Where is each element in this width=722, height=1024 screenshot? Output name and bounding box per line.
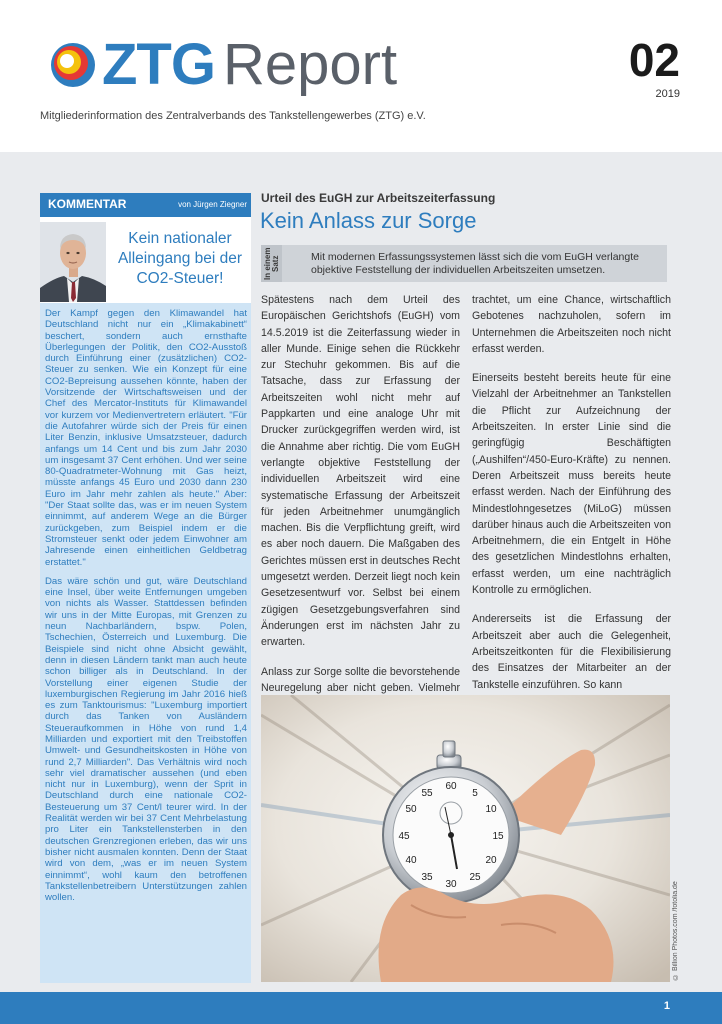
summary-box <box>261 245 667 282</box>
article-headline: Kein Anlass zur Sorge <box>260 208 477 233</box>
dial-number: 50 <box>405 804 417 815</box>
dial-number: 40 <box>405 855 417 866</box>
article-column-2 <box>472 292 671 706</box>
photo-credit: © Billion Photos.com /fotolia.de <box>672 881 679 980</box>
brand-light: Report <box>222 32 398 97</box>
commentary-headline: Kein nationaler Alleingang bei der CO2-Steuer! <box>117 230 243 287</box>
footer-bar <box>0 992 722 1024</box>
dial-number: 25 <box>469 872 481 883</box>
issue-number: 02 <box>628 34 680 86</box>
commentary-paragraph: Das wäre schön und gut, wäre Deutschland eine Insel, über weite Entfernungen umgeben von nichts als Wasser. Stattdessen befinden wir uns in der Mitte Europas, mit Grenzen zu neun Nachbarländern, bspw. Polen, Tschechien, Österreich und Luxemburg. Die Beispiele sind nicht ohne Absicht gewählt, denn in diesen Ländern tankt man auch heute schon billiger als in Deutschland. In der Vorstellung einer eigenen Studie der luxemburgischen Regierung im Jahr 2016 hieß es zum Tanktourismus: "Luxemburg importiert durch das Tanken von Ausländern Steueraufkommen in Höhe von rund 1,4 Milliarden und exportiert mit den Treibstoffen Umwelt- und Gesundheitskosten in Höhe von rund 2,7 Milliarden". Das Verhältnis wird noch sehr viel dramatischer aussehen (und eben nicht nur in Luxemburg), wenn der Sprit in Deutschland durch eine nationale CO2-Besteuerung um 37 Cent/l teurer wird. In der Realität werden wir bei 37 Cent Mehrbelastung pro Liter ein Tankstellensterben in den deutschen Grenzregionen erleben, das wir uns bisher nicht ausmalen konnten. Denn der Staat wird von dem, „was er im neuen System einnimmt“, wohl kaum den betroffenen Tankstellenbetreibern Unterstützungen zahlen wollen. <box>45 575 247 904</box>
commentary-intro <box>40 217 251 303</box>
masthead-subtitle: Mitgliederinformation des Zentralverbands des Tankstellengewerbes (ZTG) e.V. <box>40 110 426 122</box>
issue-year: 2019 <box>655 88 680 100</box>
article-paragraph: Anlass zur Sorge sollte die bevorstehende Neuregelung aber nicht geben. Vielmehr <box>261 665 460 694</box>
brand-title <box>102 30 397 100</box>
commentary-paragraph: Der Kampf gegen den Klimawandel hat Deutschland nicht nur ein „Klimakabinett“ beschert, sondern auch ernsthafte Überlegungen der Politik, den CO2-Ausstoß durch Einführung einer (zusätzlichen) CO2-Steuer zu senken. Wie ein Konzept für eine CO2-Bepreisung aussehen könnte, haben der Vorsitzende der Wirtschaftsweisen und der Chef des Mercator-Instituts für Klimawandel vor kurzem vor Medienvertretern erläutert. "Für die Autofahrer würde sich der Preis für einen Liter Benzin, inklusive Umsatzsteuer, dadurch anfangs um 14 Cent und bis zum Jahr 2030 um insgesamt 37 Cent erhöhen. Und wer seine 80-Quadratmeter-Wohnung mit Gas heizt, müsste anfangs 45 Euro und 2030 dann 230 Euro im Jahr mehr zahlen als heute." Aber: "Der Staat sollte das, was er im neuen System einnimmt, auf anderem Wege an die Bürger zurückgeben, zum Beispiel indem er die Stromsteuer senkt oder jedem Einwohner am Jahresende einen einheitlichen Geldbetrag erstattet." <box>45 308 247 568</box>
dial-number: 45 <box>398 831 410 842</box>
summary-label: In einem Satz <box>263 247 280 281</box>
author-portrait <box>40 222 106 302</box>
dial-number: 30 <box>445 879 457 890</box>
article-kicker: Urteil des EuGH zur Arbeitszeiterfassung <box>261 191 496 205</box>
stopwatch-illustration <box>261 695 670 982</box>
stopwatch-photo <box>261 695 670 982</box>
dial-number: 20 <box>485 855 497 866</box>
commentary-author: von Jürgen Ziegner <box>178 200 247 209</box>
article-paragraph: Spätestens nach dem Urteil des Europäischen Gerichtshofs (EuGH) vom 14.5.2019 ist die Zeiterfassung wieder in aller Munde. Einige sehen die Rückkehr zur Stechuhr gekommen. Bis auf die Tatsache, dass zur Erfassung der Arbeitszeiten wohl nicht mehr auf Pappkarten und eine analoge Uhr mit Drucker zurückgegriffen werden wird, ist die Annahme aber richtig. Die vom EuGH verlangte objektive Feststellung der individuellen Arbeitszeit wird eine systematische Erfassung der Arbeitszeit für jeden Arbeitnehmer unumgänglich machen. Bis die Verpflichtung greift, wird es aber noch dauern. Die Maßgaben des Gerichtes müssen erst in deutsches Recht umgesetzt werden. Derzeit liegt noch kein Gesetzesentwurf vor. Selbst bei einem zügigen Gesetzgebungsverfahren sind Änderungen erst im nächsten Jahr zu erwarten. <box>261 294 461 649</box>
page-number: 1 <box>663 1000 670 1012</box>
summary-tab <box>261 245 282 282</box>
brand-bold: ZTG <box>102 32 215 97</box>
article-paragraph: trachtet, um eine Chance, wirtschaftlich Gebotenes nachzuholen, sofern im Unternehmen die Arbeitszeiten noch nicht erfasst werden. <box>472 294 671 355</box>
masthead <box>0 0 722 152</box>
ztg-logo-icon <box>50 42 96 88</box>
commentary-label: KOMMENTAR <box>48 197 127 211</box>
dial-number: 10 <box>485 804 497 815</box>
dial-number: 55 <box>421 788 433 799</box>
dial-number: 15 <box>492 831 504 842</box>
dial-number: 35 <box>421 872 433 883</box>
dial-number: 60 <box>445 781 457 792</box>
article-paragraph: Einerseits besteht bereits heute für eine Vielzahl der Arbeitnehmer an Tankstellen die Pflicht zur Aufzeichnung der Arbeitszeiten. In erster Linie sind die geringfügig Beschäftigten („Aushilfen“/450-Euro-Kräfte) zu nennen. Deren Arbeitszeit muss bereits heute erfasst werden. Nach der Einführung des Mindestlohngesetzes (MiLoG) müssen darüber hinaus auch die Arbeitszeiten von Arbeitnehmern, die ein Entgelt in Höhe des gesetzlichen Mindestlohns erhalten, erfasst werden, um eine nachträglich Kontrolle zu ermöglichen. <box>472 372 671 597</box>
article-column-1 <box>261 292 460 725</box>
dial-number: 5 <box>472 788 478 799</box>
article-paragraph: Andererseits ist die Erfassung der Arbeitszeit aber auch die Gelegenheit, Arbeitszeitkonten für die Flexibilisierung des Einsatzes der Mitarbeiter an der Tankstelle einzuführen. So kann <box>472 613 671 691</box>
summary-text: Mit modernen Erfassungssystemen lässt sich die vom EuGH verlangte objektive Feststellung der individuellen Arbeitszeiten umsetzen. <box>311 251 639 276</box>
commentary-body <box>40 303 251 903</box>
commentary-header-bar <box>40 193 251 217</box>
commentary-column <box>40 193 251 983</box>
